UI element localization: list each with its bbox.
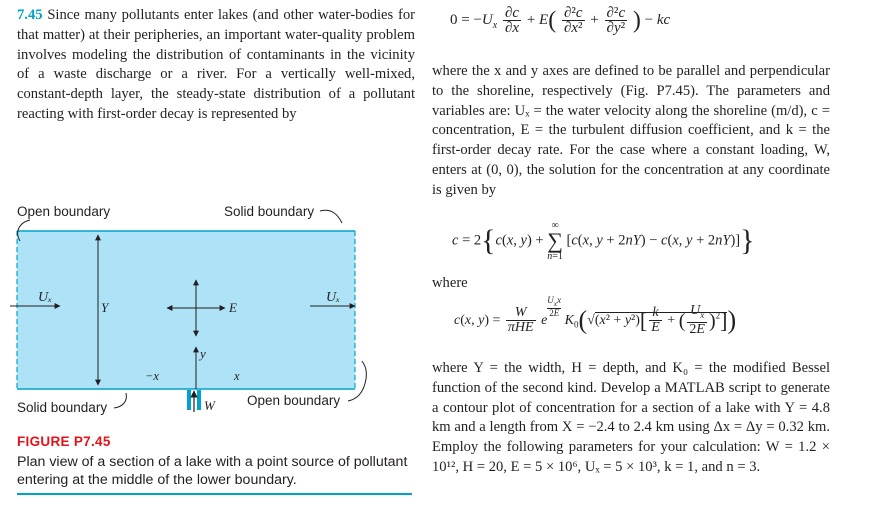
pos-x-label: x	[234, 369, 240, 383]
y-axis-label: y	[200, 346, 206, 361]
lake-plan-view-figure	[0, 195, 420, 435]
concentration-solution-equation: c = 2{c(x, y) + ∞ ∑ n=1 [c(x, y + 2nY) − c(x, y + 2nY)]}	[452, 220, 755, 262]
loading-label: W	[204, 398, 215, 413]
open-boundary-bottom-label: Open boundary	[247, 393, 341, 408]
pde-equation: $0 = -U_x$ $\frac{\partial c}{\partial x}$ + E( $\frac{\text{∂²c}}{\text{∂x²}}$ + $\frac{\text{∂²c}}{\text{∂y²}}$ ) − kc	[450, 5, 671, 36]
lake-region	[17, 231, 355, 389]
solid-boundary-bottom-pointer	[114, 393, 126, 408]
task-paragraph: where Y = the width, H = depth, and K₀ = the modified Bessel function of the second kind. Develop a MATLAB script to generate a contour plot of concentration for a section of a lake with Y = 4.8 km and a length from X = −2.4 to 2.4 km using Δx = Δy = 0.32 km. Employ the following parameters for your calculation: W = 1.2 × 10¹², H = 20, E = 5 × 10⁶, Uₓ = 5 × 10³, k = 1, and n = 3.	[432, 360, 830, 475]
point-concentration-equation: c(x, y) = $\frac{W}{\text{πHE}}$ e $^{U_xx 2E}$ $K_0(√(x^2 + y^2)$[ $\frac{k}{E}$ + ( $\frac{U_x}{2E}$ )$^2$])	[454, 295, 737, 337]
problem-intro	[17, 6, 415, 125]
point-source-bar-left	[187, 390, 191, 410]
where-label: where	[432, 275, 468, 291]
figure-caption-text: Plan view of a section of a lake with a point source of pollutant entering at the middle of the lower boundary.	[17, 454, 408, 488]
ux-left-label: Uₓ	[38, 290, 53, 305]
width-label: Y	[101, 300, 109, 315]
solid-boundary-bottom-label: Solid boundary	[17, 400, 108, 415]
problem-intro-text: Since many pollutants enter lakes (and other water-bodies for that matter) at their peripheries, an important water-quality problem involves modeling the distribution of contaminants in the vicinity of a waste discharge or a river. For a vertically well-mixed, constant-depth layer, the steady-state distribution of a pollutant reacting with first-order decay is represented by	[17, 7, 415, 122]
description-paragraph: where the x and y axes are defined to be parallel and perpendicular to the shoreline, respectively (Fig. P7.45). The parameters and variables are: Uₓ = the water velocity along the shoreline (m/d), c = concentration, E = the turbulent diffusion coefficient, and k = the first-order decay rate. For the case where a constant loading, W, enters at (0, 0), the solution for the concentration at any coordinate is given by	[432, 63, 830, 198]
open-boundary-top-label: Open boundary	[17, 204, 111, 219]
solid-boundary-top-label: Solid boundary	[224, 204, 315, 219]
solid-boundary-top-pointer	[320, 210, 342, 223]
point-source-bar-right	[197, 390, 201, 410]
problem-number: 7.45	[17, 7, 43, 23]
neg-x-label: −x	[145, 369, 159, 383]
diffusion-label: E	[229, 300, 237, 315]
caption-rule	[17, 493, 412, 495]
figure-caption-title: FIGURE P7.45	[17, 434, 111, 449]
ux-right-label: Uₓ	[326, 290, 341, 305]
